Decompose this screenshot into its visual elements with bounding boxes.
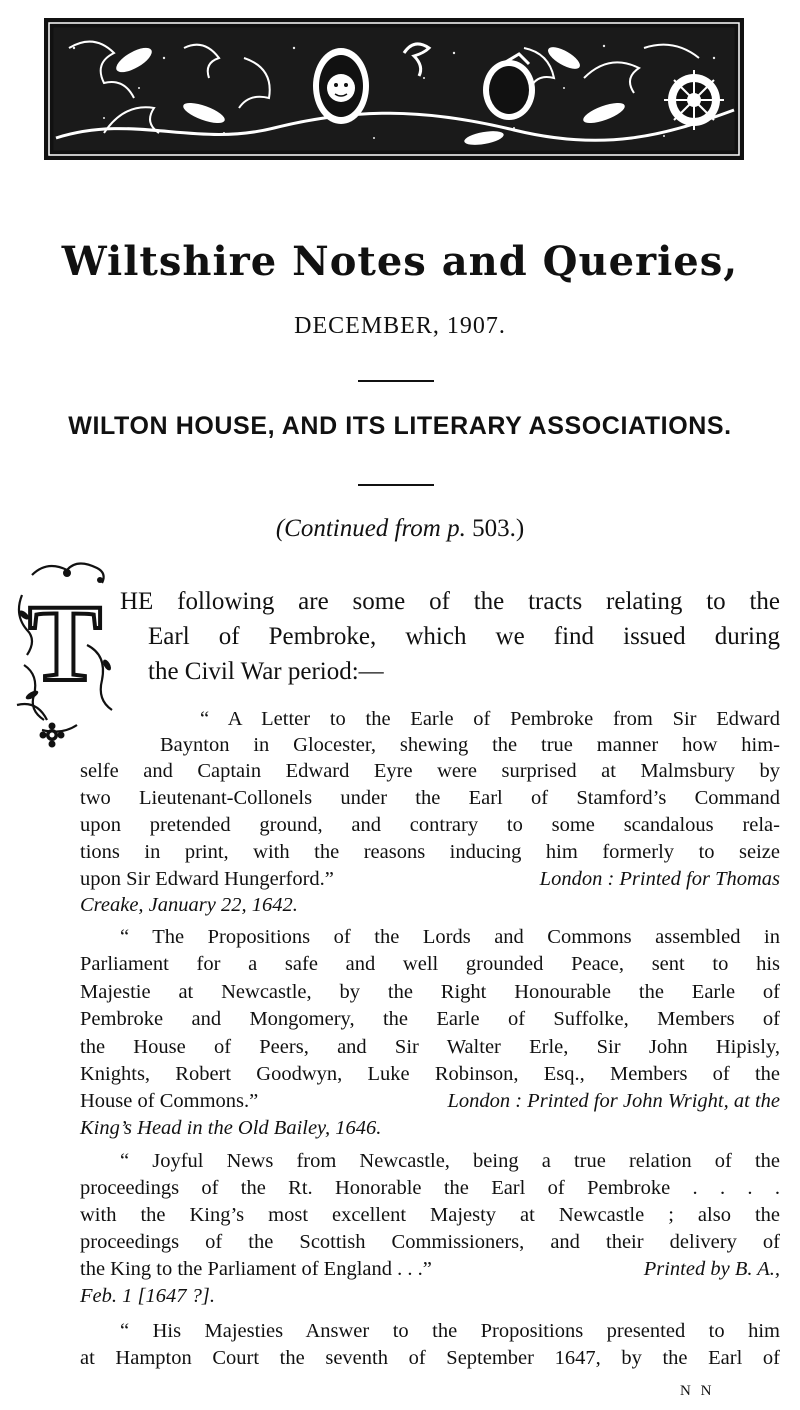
text-line: “ The Propositions of the Lords and Commons assembled in <box>120 926 780 948</box>
text-line: “ His Majesties Answer to the Propositions presented to him <box>120 1320 780 1342</box>
imprint-text: Printed by B. A., <box>643 1258 780 1280</box>
foliage-illustration <box>44 18 744 160</box>
drop-cap-letter: T <box>28 582 102 704</box>
text-line: Parliament for a safe and well grounded Peace, sent to his <box>80 953 780 975</box>
imprint-text: Creake, January 22, 1642. <box>80 894 298 916</box>
text-line: Baynton in Glocester, shewing the true manner how him- <box>160 734 780 756</box>
text-line: Earl of Pembroke, which we find issued during <box>148 623 780 650</box>
continued-page: 503.) <box>472 515 525 542</box>
text-line: upon Sir Edward Hungerford.” <box>80 868 334 890</box>
continued-prefix: (Continued from p. <box>275 515 466 542</box>
text-line: the House of Peers, and Sir Walter Erle, Sir John Hipisly, <box>80 1036 780 1058</box>
text-line: the King to the Parliament of England . . .” <box>80 1258 432 1280</box>
text-line: Majestie at Newcastle, by the Right Honourable the Earle of <box>80 981 780 1003</box>
text-line: HE following are some of the tracts relating to the <box>120 588 780 615</box>
text-line: two Lieutenant-Collonels under the Earl of Stamford’s Command <box>80 787 780 809</box>
text-line: at Hampton Court the seventh of September 1647, by the Earl of <box>80 1347 780 1369</box>
text-line: selfe and Captain Edward Eyre were surprised at Malmsbury by <box>80 760 780 782</box>
imprint-text: London : Printed for John Wright, at the <box>447 1090 780 1112</box>
signature-mark: N N <box>680 1383 715 1399</box>
text-line: Pembroke and Mongomery, the Earle of Suffolke, Members of <box>80 1008 780 1030</box>
imprint-text: King’s Head in the Old Bailey, 1646. <box>80 1117 382 1139</box>
text-line: proceedings of the Scottish Commissioners, and their delivery of <box>80 1231 780 1253</box>
text-line: with the King’s most excellent Majesty at Newcastle ; also the <box>80 1204 780 1226</box>
text-line: “ A Letter to the Earle of Pembroke from Sir Edward <box>200 708 780 730</box>
issue-date: DECEMBER, 1907. <box>294 313 506 339</box>
masthead-title: Wiltshire Notes and Queries, <box>61 238 739 285</box>
text-line: House of Commons.” <box>80 1090 259 1112</box>
text-line: “ Joyful News from Newcastle, being a true relation of the <box>120 1150 780 1172</box>
divider-rule <box>358 380 434 382</box>
drop-cap-ornament <box>12 555 122 755</box>
continued-note <box>0 515 800 543</box>
text-line: proceedings of the Rt. Honorable the Earl of Pembroke . . . . <box>80 1177 780 1199</box>
divider-rule <box>358 484 434 486</box>
text-line: tions in print, with the reasons inducing him formerly to seize <box>80 841 780 863</box>
article-title: WILTON HOUSE, AND ITS LITERARY ASSOCIATIONS. <box>68 412 732 440</box>
text-line: Knights, Robert Goodwyn, Luke Robinson, Esq., Members of the <box>80 1063 780 1085</box>
drop-cap <box>12 555 122 755</box>
text-line: the Civil War period:— <box>148 658 384 685</box>
ornamental-banner <box>44 18 744 160</box>
text-line: upon pretended ground, and contrary to some scandalous rela- <box>80 814 780 836</box>
imprint-text: Feb. 1 [1647 ?]. <box>80 1285 215 1307</box>
imprint-text: London : Printed for Thomas <box>539 868 780 890</box>
